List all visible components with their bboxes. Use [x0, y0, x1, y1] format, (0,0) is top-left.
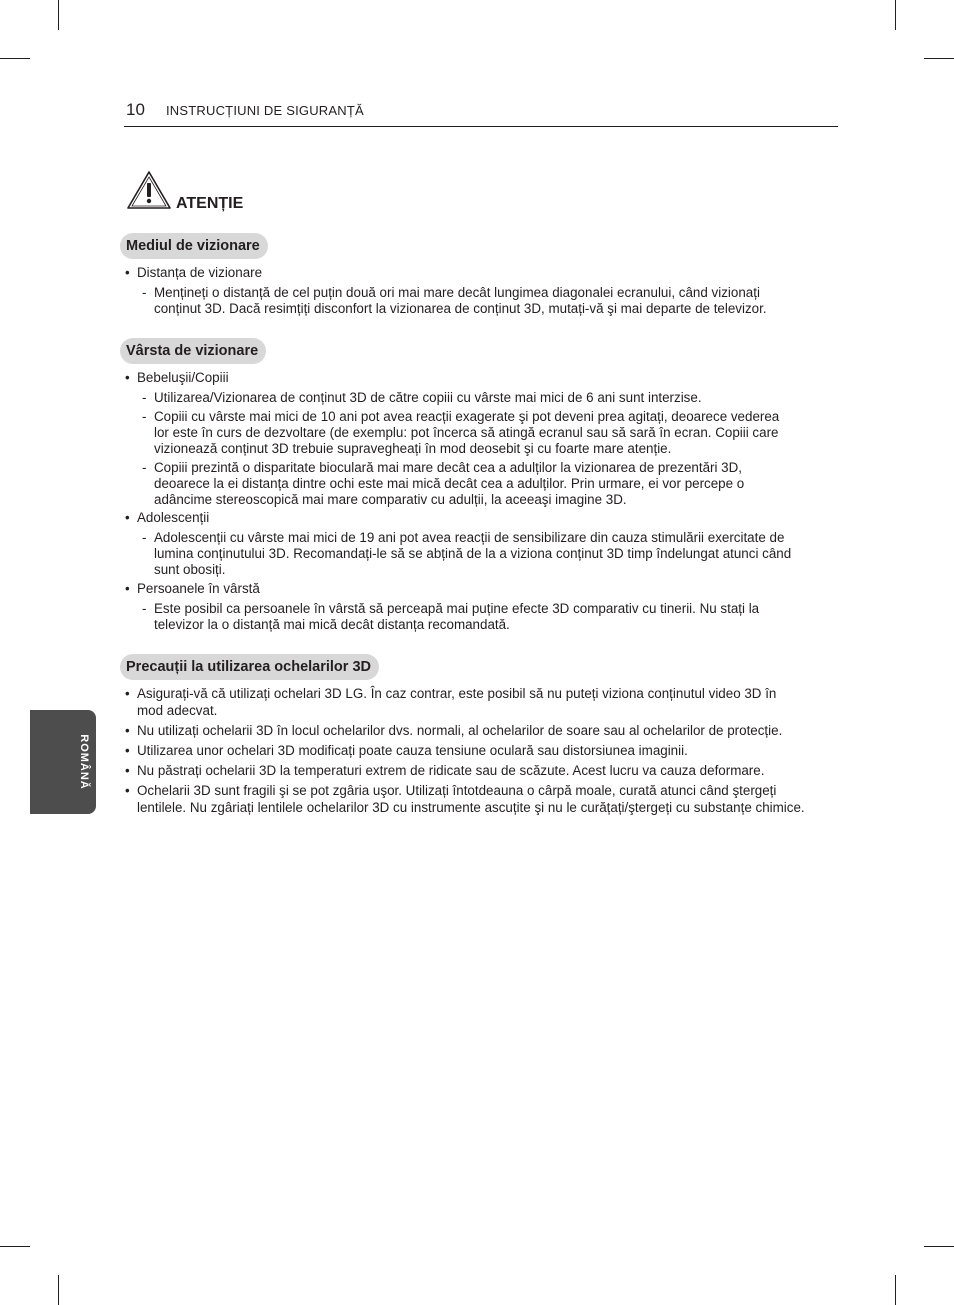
sub-item-line: vizionează conținut 3D trebuie supravegheați în mod deosebit şi cu foarte mare atenție. — [154, 441, 672, 456]
section-title-3d-glasses-precautions: Precauții la utilizarea ochelarilor 3D — [120, 654, 379, 680]
list-item: Distanța de vizionare — [137, 265, 263, 280]
sub-item-line: lumina conținutului 3D. Recomandați-le să se abțină de la a viziona conținut 3D timp îndelungat atunci când — [154, 546, 792, 561]
list-item: Bebeluşii/Copiii — [137, 370, 229, 385]
bullet-marker: • — [125, 723, 130, 738]
bullet-marker: • — [125, 763, 130, 778]
sub-item-line: Copiii prezintă o disparitate bioculară mai mare decât cea a adulților la vizionarea de prezentări 3D, — [154, 460, 743, 475]
crop-mark — [895, 1275, 896, 1305]
list-item: Nu utilizați ochelarii 3D în locul ochelarilor dvs. normali, al ochelarilor de soare sau al ochelarilor de protecție. — [137, 723, 783, 738]
bullet-marker: • — [125, 783, 130, 798]
list-item: Nu păstrați ochelarii 3D la temperaturi extrem de ridicate sau de scăzute. Acest lucru va cauza deformare. — [137, 763, 765, 778]
list-item: Persoanele în vârstă — [137, 581, 260, 596]
section-title-viewing-environment: Mediul de vizionare — [120, 233, 268, 259]
sub-item-line: Mențineți o distanță de cel puțin două ori mai mare decât lungimea diagonalei ecranului, când vizionați — [154, 285, 760, 300]
warning-triangle-icon — [126, 170, 172, 210]
list-item: Ochelarii 3D sunt fragili şi se pot zgâria uşor. Utilizați întotdeauna o cârpă moale, curată atunci când ştergeți — [137, 783, 777, 798]
list-item: Adolescenții — [137, 510, 210, 525]
crop-mark — [58, 1275, 59, 1305]
dash-marker: - — [142, 409, 147, 424]
dash-marker: - — [142, 601, 147, 616]
bullet-marker: • — [125, 265, 130, 280]
list-item: Utilizarea unor ochelari 3D modificați poate cauza tensiune oculară sau distorsiunea imaginii. — [137, 743, 688, 758]
list-item-continuation: mod adecvat. — [137, 703, 218, 718]
crop-mark — [58, 0, 59, 30]
page-header — [124, 98, 838, 127]
bullet-marker: • — [125, 581, 130, 596]
crop-mark — [924, 58, 954, 59]
sub-item-line: Copiii cu vârste mai mici de 10 ani pot avea reacții exagerate şi pot deveni prea agitați, deoarece vederea — [154, 409, 780, 424]
sub-item-line: televizor la o distanță mai mică decât distanța recomandată. — [154, 617, 510, 632]
crop-mark — [0, 1246, 30, 1247]
sub-item-line: adâncime stereoscopică mai mare comparativ cu adulții, la aceeaşi imagine 3D. — [154, 492, 627, 507]
crop-mark — [924, 1246, 954, 1247]
dash-marker: - — [142, 460, 147, 475]
dash-marker: - — [142, 285, 147, 300]
crop-mark — [895, 0, 896, 30]
bullet-marker: • — [125, 743, 130, 758]
sub-item-line: sunt obosiți. — [154, 562, 226, 577]
sub-item-line: Utilizarea/Vizionarea de conținut 3D de către copiii cu vârste mai mici de 6 ani sunt interzise. — [154, 390, 702, 405]
dash-marker: - — [142, 530, 147, 545]
list-item: Asigurați-vă că utilizați ochelari 3D LG. În caz contrar, este posibil să nu puteți viziona conținutul video 3D în — [137, 686, 777, 701]
bullet-marker: • — [125, 686, 130, 701]
caution-title: ATENȚIE — [176, 195, 244, 212]
dash-marker: - — [142, 390, 147, 405]
bullet-marker: • — [125, 370, 130, 385]
sub-item-line: deoarece la ei distanța dintre ochi este mai mică decât cea a adulților. Prin urmare, ei vor percepe o — [154, 476, 745, 491]
bullet-marker: • — [125, 510, 130, 525]
section-title-viewing-age: Vârsta de vizionare — [120, 338, 266, 364]
crop-mark — [0, 58, 30, 59]
page-number: 10 — [126, 100, 145, 119]
sub-item-line: Adolescenții cu vârste mai mici de 19 ani pot avea reacții de sensibilizare din cauza stimulării exercitate de — [154, 530, 785, 545]
list-item-continuation: lentilele. Nu zgâriați lentilele ochelarilor 3D cu instrumente ascuțite şi nu le curățați/ştergeți cu substanțe chimice. — [137, 800, 805, 815]
sub-item-line: Este posibil ca persoanele în vârstă să perceapă mai puține efecte 3D comparativ cu tinerii. Nu stați la — [154, 601, 760, 616]
language-tab-label: ROMÂNĂ — [78, 734, 90, 790]
sub-item-line: conținut 3D. Dacă resimțiți disconfort la vizionarea de conținut 3D, mutați-vă şi mai departe de televizor. — [154, 301, 767, 316]
running-title: INSTRUCȚIUNI DE SIGURANȚĂ — [166, 103, 364, 118]
sub-item-line: lor este în curs de dezvoltare (de exemplu: pot încerca să atingă ecranul sau să sară în ecran. Copiii care — [154, 425, 779, 440]
